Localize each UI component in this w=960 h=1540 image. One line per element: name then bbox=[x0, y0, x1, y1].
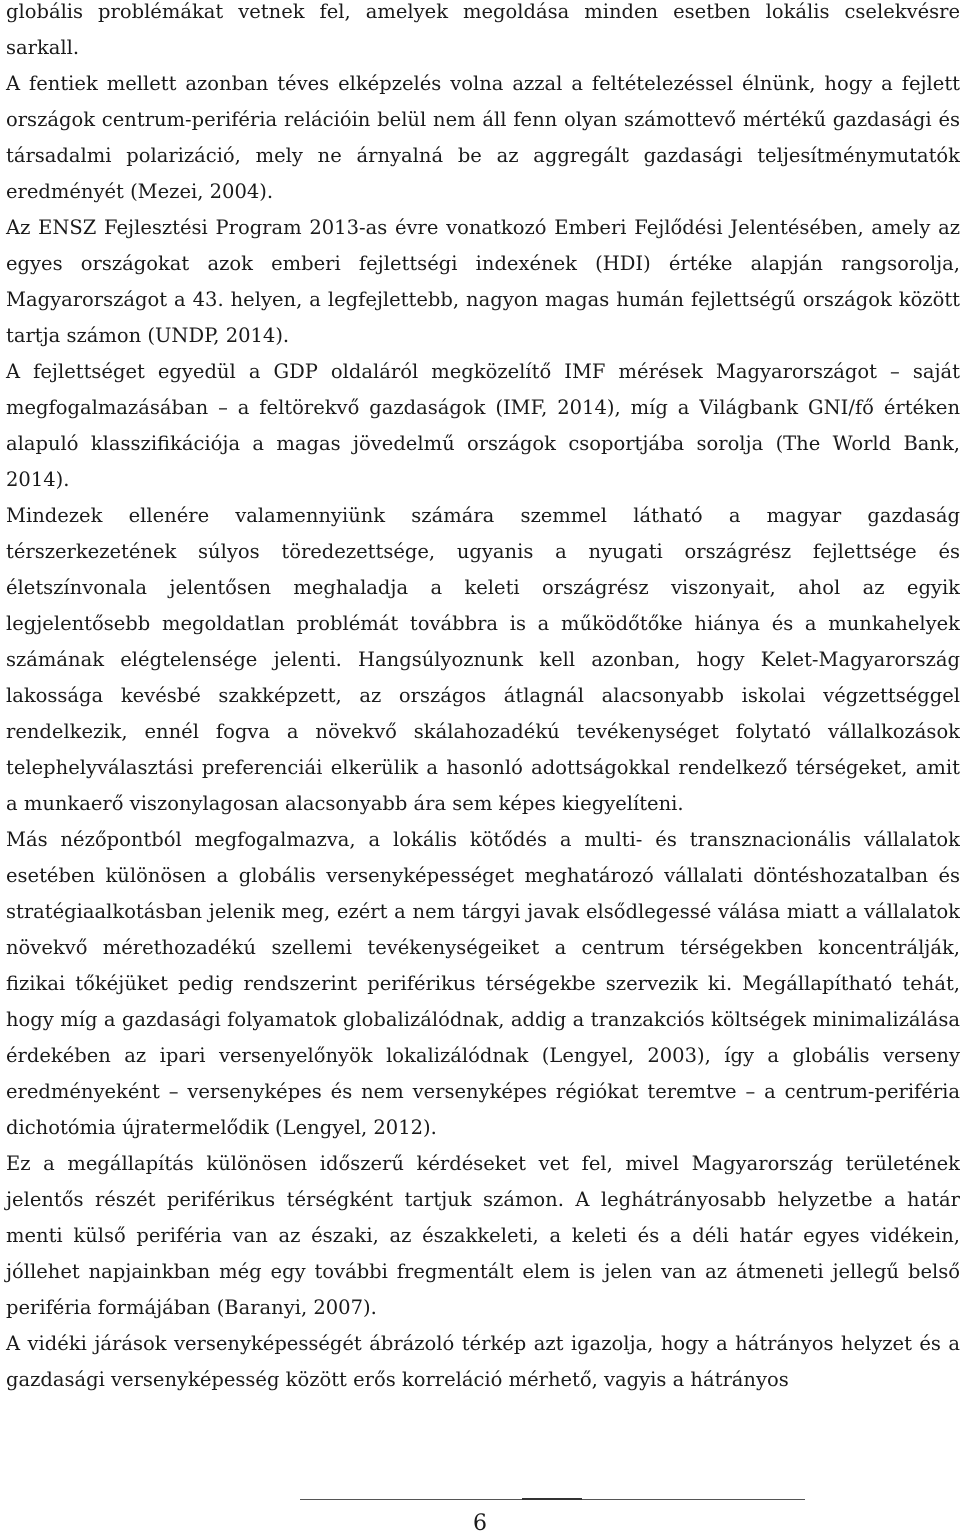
paragraph-5: Mindezek ellenére valamennyiünk számára szemmel látható a magyar gazdaság térszerkezetének súlyos töredezettsége, ugyanis a nyugati országrész fejlettsége és életszínvonala jelentősen meghaladja a keleti országrész viszonyait, ahol az egyik legjelentősebb megoldatlan problémát továbbra is a működőtőke hiánya és a munkahelyek számának elégtelensége jelenti. Hangsúlyoznunk kell azonban, hogy Kelet-Magyarország lakossága kevésbé szakképzett, az országos átlagnál alacsonyabb iskolai végzettséggel rendelkezik, ennél fogva a növekvő skálahozadékú tevékenységet folytató vállalkozások telephelyválasztási preferenciái elkerülik a hasonló adottságokkal rendelkező térségeket, amit a munkaerő viszonylagosan alacsonyabb ára sem képes kiegyelíteni. bbox=[6, 504, 960, 815]
paragraph-2: A fentiek mellett azonban téves elképzelés volna azzal a feltételezéssel élnünk, hogy a fejlett országok centrum-periféria relációin belül nem áll fenn olyan számottevő mértékű gazdasági és társadalmi polarizáció, mely ne árnyalná be az aggregált gazdasági teljesítménymutatók eredményét (Mezei, 2004). bbox=[6, 72, 960, 203]
paragraph-1: globális problémákat vetnek fel, amelyek megoldása minden esetben lokális cselekvésre sarkall. bbox=[6, 0, 960, 59]
paragraph-8: A vidéki járások versenyképességét ábrázoló térkép azt igazolja, hogy a hátrányos helyzet és a gazdasági versenyképesség között erős korreláció mérhető, vagyis a hátrányos bbox=[6, 1332, 960, 1391]
paragraph-3: Az ENSZ Fejlesztési Program 2013-as évre vonatkozó Emberi Fejlődési Jelentésében, amely az egyes országokat azok emberi fejlettségi indexének (HDI) értéke alapján rangsorolja, Magyarországot a 43. helyen, a legfejlettebb, nagyon magas humán fejlettségű országok között tartja számon (UNDP, 2014). bbox=[6, 216, 960, 347]
paragraph-4: A fejlettséget egyedül a GDP oldaláról megközelítő IMF mérések Magyarországot – saját megfogalmazásában – a feltörekvő gazdaságok (IMF, 2014), míg a Világbank GNI/fő értéken alapuló klasszifikációja a magas jövedelmű országok csoportjába sorolja (The World Bank, 2014). bbox=[6, 360, 960, 491]
paragraph-7: Ez a megállapítás különösen időszerű kérdéseket vet fel, mivel Magyarország területének jelentős részét periférikus térségként tartjuk számon. A leghátrányosabb helyzetbe a határ menti külső periféria van az északi, az északkeleti, a keleti és a déli határ egyes vidékein, jóllehet napjainkban még egy további fregmentált elem is jelen van az átmeneti jellegű belső periféria formájában (Baranyi, 2007). bbox=[6, 1152, 960, 1319]
page-number: 6 bbox=[473, 1511, 487, 1536]
footer-divider-accent bbox=[522, 1498, 582, 1500]
paragraph-6: Más nézőpontból megfogalmazva, a lokális kötődés a multi- és transznacionális vállalatok esetében különösen a globális versenyképességet meghatározó vállalati döntéshozatalban és stratégiaalkotásban jelenik meg, ezért a nem tárgyi javak elsődlegessé válása miatt a vállalatok növekvő mérethozadékú szellemi tevékenységeiket a centrum térségekben koncentrálják, fizikai tőkéjüket pedig rendszerint periférikus térségekbe szervezik ki. Megállapítható tehát, hogy míg a gazdasági folyamatok globalizálódnak, addig a tranzakciós költségek minimalizálása érdekében az ipari versenyelőnyök lokalizálódnak (Lengyel, 2003), így a globális verseny eredményeként – versenyképes és nem versenyképes régiókat teremtve – a centrum-periféria dichotómia újratermelődik (Lengyel, 2012). bbox=[6, 828, 960, 1139]
